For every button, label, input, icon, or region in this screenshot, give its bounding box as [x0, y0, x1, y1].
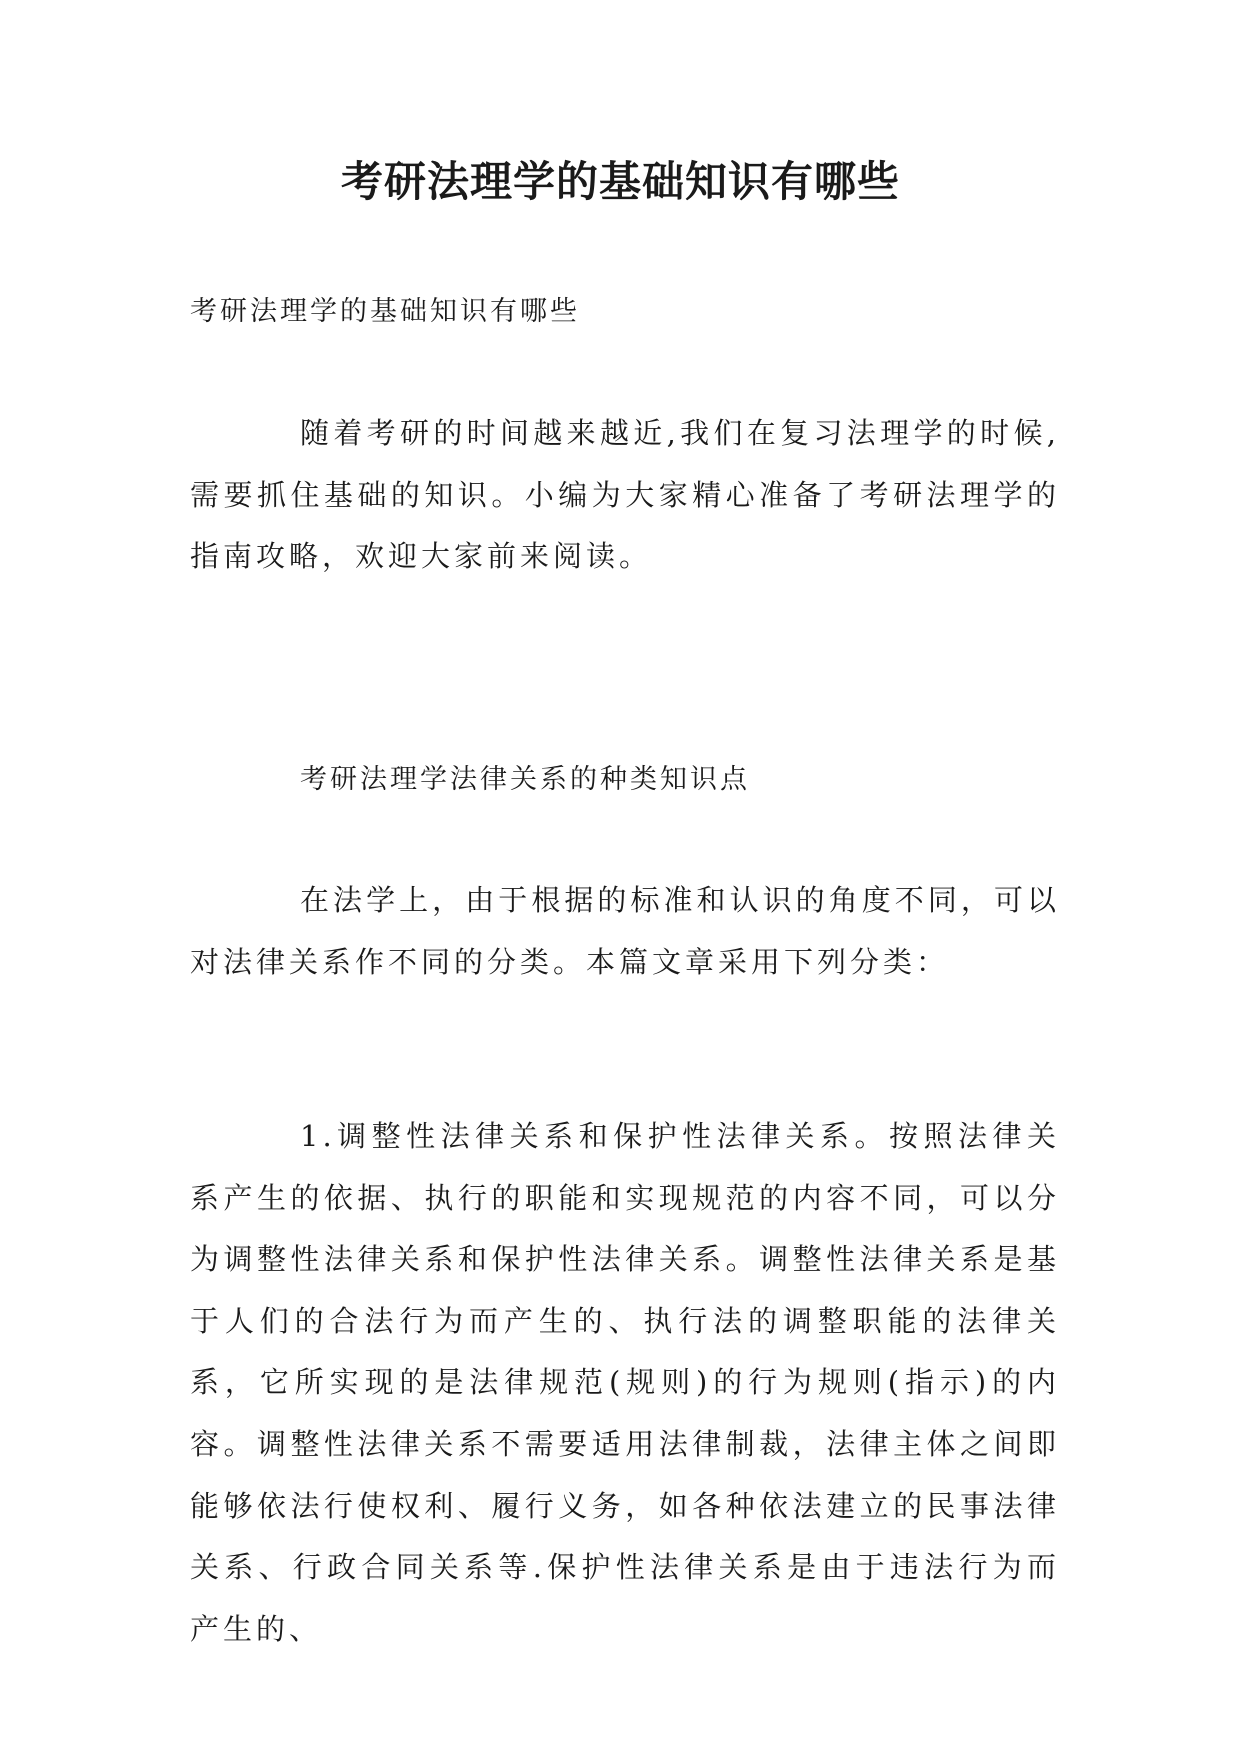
- item-1-paragraph: 1.调整性法律关系和保护性法律关系。按照法律关系产生的依据、执行的职能和实现规范的内容不同，可以分为调整性法律关系和保护性法律关系。调整性法律关系是基于人们的合法行为而产生的、执行法的调整职能的法律关系，它所实现的是法律规范(规则)的行为规则(指示)的内容。调整性法律关系不需要适用法律制裁，法律主体之间即能够依法行使权利、履行义务，如各种依法建立的民事法律关系、行政合同关系等.保护性法律关系是由于违法行为而产生的、: [190, 1119, 1060, 1646]
- document-subtitle: 考研法理学的基础知识有哪些: [190, 296, 580, 327]
- document-title: 考研法理学的基础知识有哪些: [340, 157, 900, 206]
- section-heading: 考研法理学法律关系的种类知识点: [300, 764, 750, 795]
- classification-paragraph: 在法学上，由于根据的标准和认识的角度不同，可以对法律关系作不同的分类。本篇文章采用下列分类：: [190, 883, 1060, 979]
- intro-paragraph: 随着考研的时间越来越近,我们在复习法理学的时候,需要抓住基础的知识。小编为大家精心准备了考研法理学的指南攻略，欢迎大家前来阅读。: [190, 416, 1060, 574]
